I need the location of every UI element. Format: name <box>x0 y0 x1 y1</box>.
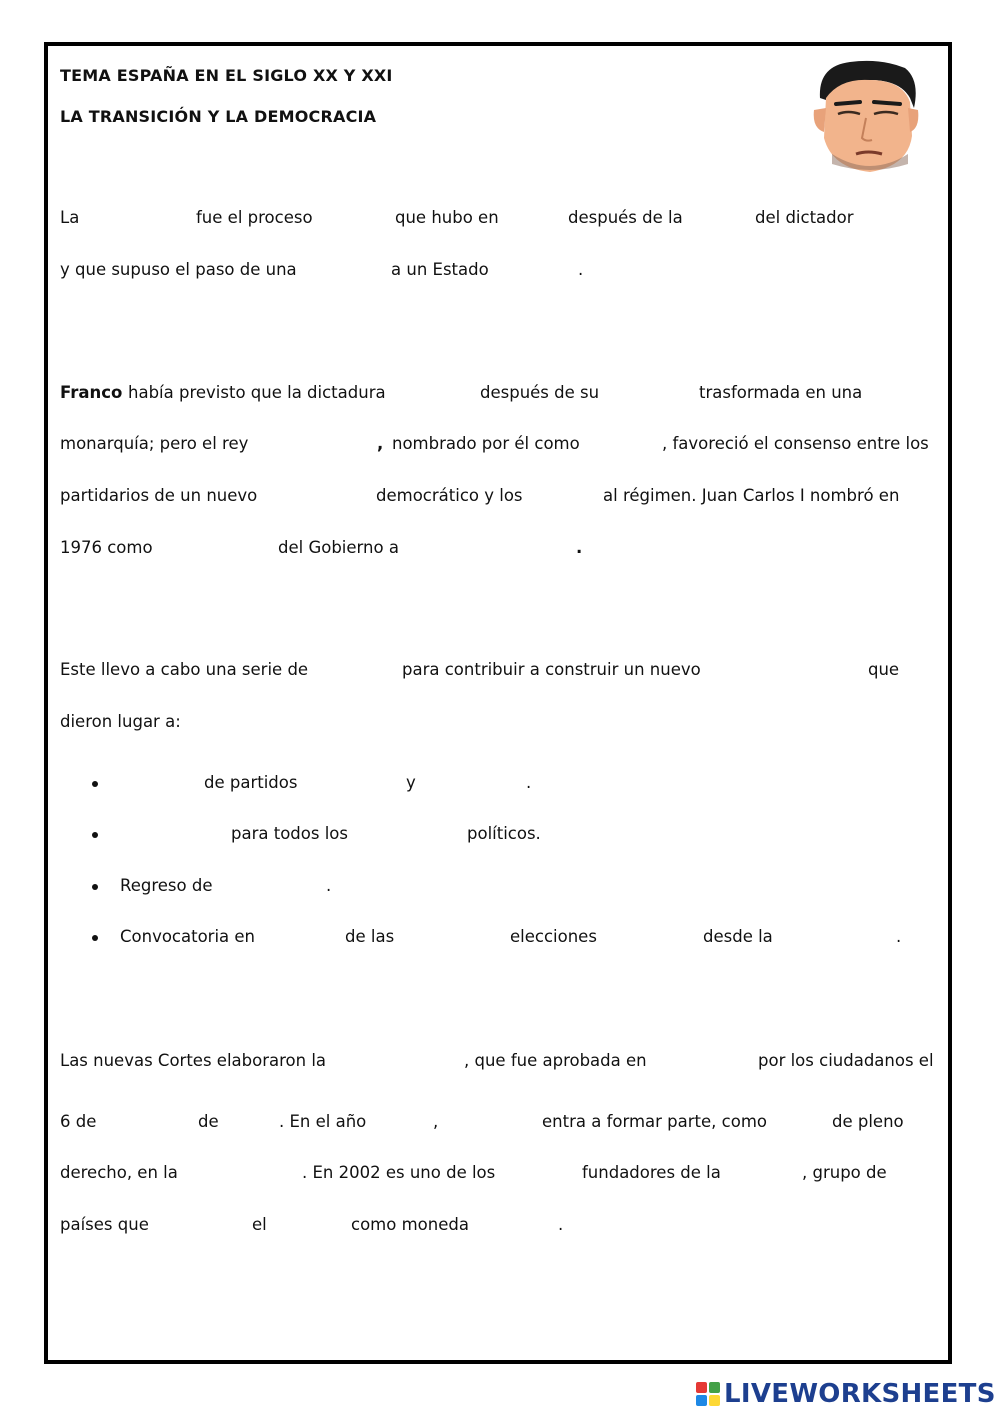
answer-blank-suarez[interactable] <box>406 532 574 562</box>
p2-l2-comma: , <box>377 434 384 453</box>
p1-l2-w2: a un Estado <box>391 260 489 279</box>
liveworksheets-footer <box>696 1378 996 1410</box>
b2-w1: para todos los <box>231 824 348 843</box>
answer-blank-miembro[interactable] <box>780 1106 828 1136</box>
p4-l2-w3: . En el año <box>279 1112 367 1131</box>
p4-l4-w4: . <box>558 1215 564 1234</box>
liveworksheets-logo-icon <box>696 1382 720 1406</box>
bullet-dot <box>92 781 98 787</box>
p2-l4-w2: del Gobierno a <box>278 538 399 557</box>
b4-w2: de las <box>345 927 395 946</box>
p4-l1-w1: Las nuevas Cortes elaboraron la <box>60 1051 327 1070</box>
p3-l1-w2: para contribuir a construir un nuevo <box>402 660 701 679</box>
answer-blank-continuara[interactable] <box>396 377 476 407</box>
answer-blank-primeras[interactable] <box>398 921 504 951</box>
b2-w2: políticos. <box>467 824 541 843</box>
worksheet-subtitle: LA TRANSICIÓN Y LA DEMOCRACIA <box>60 107 377 126</box>
answer-blank-rey[interactable] <box>254 428 374 458</box>
answer-blank-fieles[interactable] <box>530 480 598 510</box>
p2-l1-w2: después de su <box>480 383 600 402</box>
p4-l4-w3: como moneda <box>351 1215 469 1234</box>
answer-blank-eurozona[interactable] <box>730 1157 800 1187</box>
p2-l1-w1: había previsto que la dictadura <box>128 383 386 402</box>
answer-blank-politicos[interactable] <box>305 767 401 797</box>
p4-l3-w1: derecho, en la <box>60 1163 178 1182</box>
p3-l1-w1: Este llevo a cabo una serie de <box>60 660 309 679</box>
answer-blank-presidente[interactable] <box>155 532 273 562</box>
answer-blank-muerte-2[interactable] <box>604 377 694 407</box>
b4-w1: Convocatoria en <box>120 927 256 946</box>
avatar-illustration <box>810 58 922 174</box>
p2-l4-w1: 1976 como <box>60 538 153 557</box>
answer-blank-adoptaron[interactable] <box>152 1209 248 1239</box>
p4-l3-w3: fundadores de la <box>582 1163 721 1182</box>
answer-blank-presos[interactable] <box>356 818 462 848</box>
p4-l2-w6: de pleno <box>832 1112 904 1131</box>
p2-l2-w2: nombrado por él como <box>392 434 580 453</box>
answer-blank-democraticas[interactable] <box>602 921 698 951</box>
b4-w4: desde la <box>703 927 773 946</box>
answer-blank-politico[interactable] <box>320 202 390 232</box>
bullet-dot <box>92 935 98 941</box>
b4-w3: elecciones <box>510 927 597 946</box>
answer-blank-euro[interactable] <box>272 1209 346 1239</box>
answer-blank-1986[interactable] <box>370 1106 432 1136</box>
liveworksheets-brand: LIVEWORKSHEETS <box>724 1379 996 1409</box>
b1-w2: y <box>406 773 416 792</box>
p4-l3-w4: , grupo de <box>802 1163 887 1182</box>
worksheet-topic: TEMA ESPAÑA EN EL SIGLO XX Y XXI <box>60 66 393 85</box>
answer-blank-democratico[interactable] <box>494 254 576 284</box>
p3-l2: dieron lugar a: <box>60 712 181 731</box>
answer-blank-muerte[interactable] <box>688 202 750 232</box>
answer-blank-1978[interactable] <box>222 1106 278 1136</box>
answer-blank-sindicatos[interactable] <box>420 767 524 797</box>
p2-l3-w3: al régimen. Juan Carlos I nombró en <box>603 486 900 505</box>
answer-blank-espana-2[interactable] <box>446 1106 536 1136</box>
p2-l3-w2: democrático y los <box>376 486 523 505</box>
b1-w1: de partidos <box>204 773 298 792</box>
p2-l2-w3: , favoreció el consenso entre los <box>662 434 929 453</box>
p4-l3-w2: . En 2002 es uno de los <box>302 1163 496 1182</box>
p1-l1-w5: del dictador <box>755 208 854 227</box>
p4-l2-w1: 6 de <box>60 1112 97 1131</box>
p1-l1-w3: que hubo en <box>395 208 499 227</box>
p4-l4-w1: países que <box>60 1215 149 1234</box>
p2-l4-period: . <box>576 538 583 557</box>
answer-blank-exiliados[interactable] <box>222 870 324 900</box>
p4-l2-w5: entra a formar parte, como <box>542 1112 767 1131</box>
answer-blank-republica[interactable] <box>778 921 894 951</box>
answer-blank-cee[interactable] <box>186 1157 300 1187</box>
answer-blank-dictadura[interactable] <box>296 254 386 284</box>
answer-blank-espana[interactable] <box>500 202 564 232</box>
b3-w1: Regreso de <box>120 876 213 895</box>
answer-blank-legalizacion[interactable] <box>120 767 200 797</box>
p4-l2-w2: de <box>198 1112 219 1131</box>
p1-l2-w3: . <box>578 260 584 279</box>
b4-w5: . <box>896 927 902 946</box>
answer-blank-constitucion[interactable] <box>336 1045 460 1075</box>
answer-blank-unica[interactable] <box>468 1209 556 1239</box>
p2-l3-w1: partidarios de un nuevo <box>60 486 258 505</box>
answer-blank-sistema-2[interactable] <box>712 654 862 684</box>
p4-l2-w4: , <box>433 1112 439 1131</box>
b3-w2: . <box>326 876 332 895</box>
p1-l1-w4: después de la <box>568 208 683 227</box>
answer-blank-paises[interactable] <box>504 1157 578 1187</box>
p1-l2-w1: y que supuso el paso de una <box>60 260 297 279</box>
answer-blank-transicion[interactable] <box>84 202 192 232</box>
p3-l1-w3: que <box>868 660 900 679</box>
p4-l1-w2: , que fue aprobada en <box>464 1051 647 1070</box>
bullet-dot <box>92 884 98 890</box>
answer-blank-referendum[interactable] <box>654 1045 752 1075</box>
answer-blank-sistema[interactable] <box>264 480 372 510</box>
answer-blank-diciembre[interactable] <box>102 1106 194 1136</box>
p2-l1-franco: Franco <box>60 383 123 402</box>
p1-l1-w1: La <box>60 208 80 227</box>
bullet-dot <box>92 832 98 838</box>
p2-l1-w3: trasformada en una <box>699 383 863 402</box>
p4-l1-w3: por los ciudadanos el <box>758 1051 934 1070</box>
answer-blank-reformas[interactable] <box>318 654 398 684</box>
p4-l4-w2: el <box>252 1215 267 1234</box>
answer-blank-amnistia[interactable] <box>120 818 226 848</box>
p2-l2-w1: monarquía; pero el rey <box>60 434 249 453</box>
answer-blank-anio-1977[interactable] <box>262 921 340 951</box>
p1-l1-w2: fue el proceso <box>196 208 313 227</box>
b1-w3: . <box>526 773 532 792</box>
answer-blank-sucesor[interactable] <box>583 428 659 458</box>
